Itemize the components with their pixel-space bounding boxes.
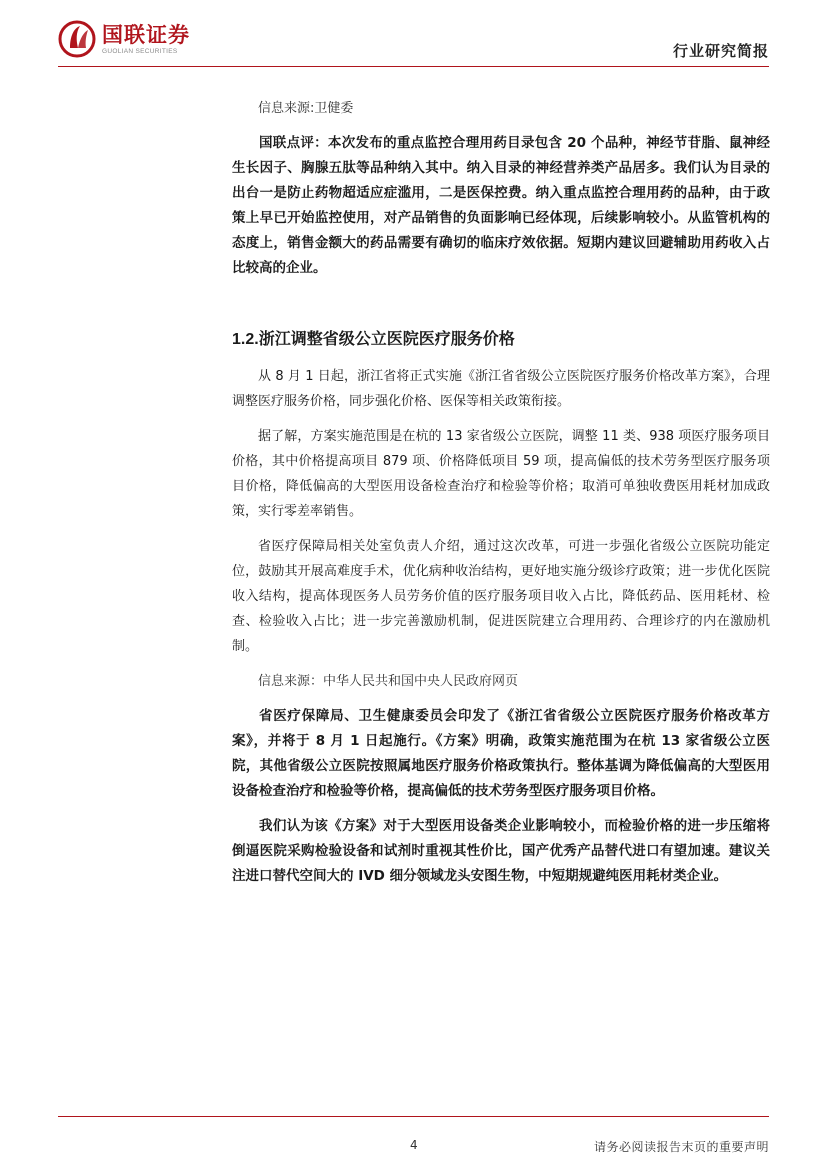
guolian-logo-icon xyxy=(58,20,96,58)
info-source: 信息来源：中华人民共和国中央人民政府网页 xyxy=(258,674,519,689)
page-number: 4 xyxy=(410,1138,418,1152)
guolian-comment: 国联点评：本次发布的重点监控合理用药目录包含 20 个品种，神经节苷脂、鼠神经生长因子、胸腺五肽等品种纳入其中。纳入目录的神经营养类产品居多。我们认为目录的出台一是防止药物超适应症滥用，二是医保控费。纳入重点监控合理用药的品种，由于政策上早已开始监控使用，对产品销售的负面影响已经体现，后续影响较小。从监管机构的态度上，销售金额大的药品需要有确切的临床疗效依据。短期内建议回避辅助用药收入占比较高的企业。 xyxy=(232,135,770,276)
document-type: 行业研究简报 xyxy=(672,42,769,60)
bold-commentary: 我们认为该《方案》对于大型医用设备类企业影响较小，而检验价格的进一步压缩将倒逼医院采购检验设备和试剂时重视其性价比，国产优秀产品替代进口有望加速。建议关注进口替代空间大的 IVD 细分领域龙头安图生物，中短期规避纯医用耗材类企业。 xyxy=(232,818,770,884)
body-paragraph: 省医疗保障局相关处室负责人介绍，通过这次改革，可进一步强化省级公立医院功能定位，鼓励其开展高难度手术，优化病种收治结构，更好地实施分级诊疗政策；进一步优化医院收入结构，提高体现医务人员劳务价值的医疗服务项目收入占比，降低药品、医用耗材、检查、检验收入占比；进一步完善激励机制，促进医院建立合理用药、合理诊疗的内在激励机制。 xyxy=(232,539,770,654)
footer-divider xyxy=(58,1116,769,1117)
header-divider xyxy=(58,66,769,67)
info-source: 信息来源:卫健委 xyxy=(258,101,354,116)
brand-name-cn: 国联证券 xyxy=(102,22,190,47)
section-heading xyxy=(232,327,770,352)
disclaimer-note: 请务必阅读报告末页的重要声明 xyxy=(593,1140,769,1154)
brand-name-en: GUOLIAN SECURITIES xyxy=(102,47,178,55)
report-body xyxy=(232,96,770,889)
body-paragraph: 据了解，方案实施范围是在杭的 13 家省级公立医院，调整 11 类、938 项医疗服务项目价格，其中价格提高项目 879 项、价格降低项目 59 项，提高偏低的技术劳务型医疗服务项目价格，降低偏高的大型医用设备检查治疗和检验等价格；取消可单独收费医用耗材加成政策，实行零差率销售。 xyxy=(232,429,770,519)
page-header xyxy=(0,0,827,70)
brand-logo xyxy=(58,20,190,58)
logo-text xyxy=(102,23,190,56)
body-paragraph: 从 8 月 1 日起，浙江省将正式实施《浙江省省级公立医院医疗服务价格改革方案》，合理调整医疗服务价格，同步强化价格、医保等相关政策衔接。 xyxy=(232,369,770,409)
section-title: 浙江调整省级公立医院医疗服务价格 xyxy=(258,329,515,348)
section-number: 1.2. xyxy=(232,331,259,348)
bold-commentary: 省医疗保障局、卫生健康委员会印发了《浙江省省级公立医院医疗服务价格改革方案》，并将于 8 月 1 日起施行。《方案》明确，政策实施范围为在杭 13 家省级公立医院，其他省级公立医院按照属地医疗服务价格政策执行。整体基调为降低偏高的大型医用设备检查治疗和检验等价格，提高偏低的技术劳务型医疗服务项目价格。 xyxy=(232,708,770,799)
